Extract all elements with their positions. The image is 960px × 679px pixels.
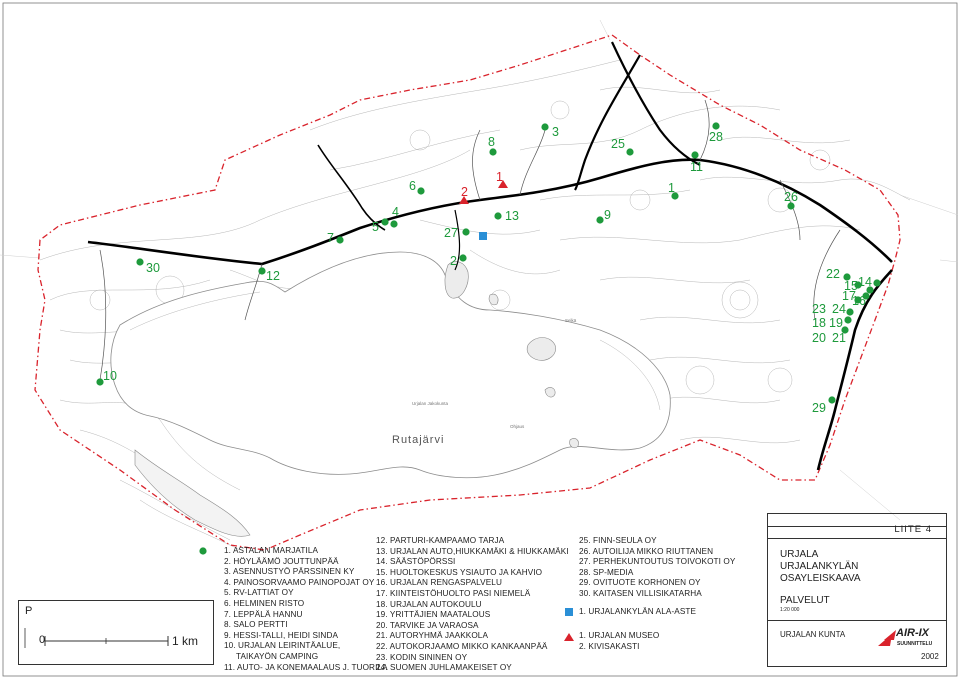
marker-label: 26 — [784, 190, 798, 204]
marker-label: 30 — [146, 261, 160, 275]
legend-item: TAIKAYÖN CAMPING — [236, 651, 319, 661]
service-marker — [489, 148, 496, 155]
map-scale: 1:20 000 — [780, 607, 800, 613]
legend-column-2 — [376, 536, 569, 674]
service-marker — [844, 316, 851, 323]
legend-item: 20. TARVIKE JA VARAOSA — [376, 620, 479, 630]
legend-item: 16. URJALAN RENGASPALVELU — [376, 578, 502, 588]
scale-box — [18, 600, 214, 665]
marker-label: 16 — [852, 294, 866, 308]
legend-item: 26. AUTOILIJA MIKKO RIUTTANEN — [579, 546, 714, 556]
legend-item: 13. URJALAN AUTO,HIUKKAMÄKI & HIUKKAMÄKI — [376, 546, 569, 556]
service-marker — [381, 218, 388, 225]
north-road — [612, 42, 700, 165]
service-marker — [459, 254, 466, 261]
legend-sights — [579, 631, 659, 652]
scale-zero: 0 — [39, 634, 46, 646]
marker-label: 17 — [842, 289, 856, 303]
legend-item: 19. YRITTÄJIEN MAATALOUS — [376, 610, 491, 620]
marker-label: 24 — [832, 302, 846, 316]
marker-label: 18 — [812, 316, 826, 330]
marker-label: 20 — [812, 331, 826, 345]
marker-label: 2 — [450, 254, 457, 268]
company-name: AIR-IX — [896, 627, 929, 639]
lake-small-label: Urjalan Jakokunta — [412, 401, 449, 406]
legend-item: 25. FINN-SEULA OY — [579, 536, 657, 545]
sight-label: 2 — [461, 185, 468, 199]
legend-item: 17. KIINTEISTÖHUOLTO PASI NIEMELÄ — [376, 588, 531, 598]
legend-item: 12. PARTURI-KAMPAAMO TARJA — [376, 536, 505, 545]
legend-item: 15. HUOLTOKESKUS YSIAUTO JA KAHVIO — [376, 567, 543, 577]
marker-label: 14 — [858, 275, 872, 289]
legend-item: 4. PAINOSORVAAMO PAINOPOJAT OY — [224, 577, 375, 587]
legend-column-1 — [224, 546, 388, 673]
legend-item: 24. SUOMEN JUHLAMAKEISET OY — [376, 663, 512, 673]
sight-label: 1 — [496, 170, 503, 184]
service-marker — [691, 151, 698, 158]
legend-item: 28. SP-MEDIA — [579, 567, 634, 577]
service-marker — [336, 236, 343, 243]
legend-item: 2. KIVISAKASTI — [579, 641, 640, 651]
legend-service-symbol — [199, 547, 206, 554]
legend-item: 8. SALO PERTTI — [224, 620, 288, 630]
legend-item: 21. AUTORYHMÄ JAAKKOLA — [376, 631, 489, 641]
lake-name: Rutajärvi — [392, 434, 445, 446]
legend-item: 10. URJALAN LEIRINTÄALUE, — [224, 641, 341, 651]
marker-label: 22 — [826, 267, 840, 281]
service-marker — [626, 148, 633, 155]
lake-rutajarvi — [111, 252, 670, 478]
service-marker — [596, 216, 603, 223]
marker-label: 27 — [444, 226, 458, 240]
marker-label: 10 — [103, 369, 117, 383]
marker-label: 29 — [812, 401, 826, 415]
village-road — [318, 145, 385, 230]
legend-item: 22. AUTOKORJAAMO MIKKO KANKAANPÄÄ — [376, 641, 548, 651]
marker-label: 6 — [409, 179, 416, 193]
map-theme: PALVELUT — [780, 595, 830, 606]
service-marker — [494, 212, 501, 219]
peninsula — [135, 450, 250, 536]
school-marker — [479, 232, 487, 240]
legend-item: 1. URJALAN MUSEO — [579, 631, 660, 640]
marker-label: 5 — [372, 220, 379, 234]
client-name: URJALAN KUNTA — [780, 630, 846, 639]
scale-distance: 1 km — [172, 634, 199, 648]
company-subtitle: SUUNNITTELU — [897, 641, 933, 647]
legend-item: 23. KODIN SININEN OY — [376, 652, 468, 662]
marker-label: 25 — [611, 137, 625, 151]
service-marker — [258, 267, 265, 274]
plan-name-2: OSAYLEISKAAVA — [780, 573, 861, 584]
legend-item: 11. AUTO- JA KONEMAALAUS J. TUORILA — [224, 662, 388, 672]
marker-label: 13 — [505, 209, 519, 223]
legend-item: 18. URJALAN AUTOKOULU — [376, 599, 482, 609]
service-marker — [390, 220, 397, 227]
legend-column-3 — [579, 536, 735, 600]
marker-label: 15 — [844, 279, 858, 293]
plan-name-1: URJALANKYLÄN — [780, 561, 859, 572]
marker-label: 8 — [488, 135, 495, 149]
service-marker — [712, 122, 719, 129]
marker-label: 23 — [812, 302, 826, 316]
service-marker — [846, 308, 853, 315]
service-marker — [136, 258, 143, 265]
year: 2002 — [921, 652, 939, 661]
marker-label: 4 — [392, 205, 399, 219]
sight-labels — [461, 170, 503, 199]
legend-item: 1. ASTALAN MARJATILA — [224, 546, 319, 555]
municipality: URJALA — [780, 549, 819, 560]
main-road — [88, 160, 892, 264]
legend-item: 27. PERHEKUNTOUTUS TOIVOKOTI OY — [579, 557, 736, 567]
legend-school — [579, 607, 696, 618]
legend-item: 2. HÖYLÄÄMÖ JOUTTUNPÄÄ — [224, 556, 339, 566]
north-label: P — [25, 605, 33, 617]
marker-label: 1 — [668, 181, 675, 195]
legend-item: 9. HESSI-TALLI, HEIDI SINDA — [224, 630, 339, 640]
legend-item: 3. ASENNUSTYÖ PÄRSSINEN KY — [224, 567, 355, 577]
lake-small-label: Ohjaus — [510, 424, 525, 429]
legend-item: 6. HELMINEN RISTO — [224, 598, 305, 608]
legend-item: 14. SÄÄSTÖPÖRSSI — [376, 557, 456, 567]
marker-label: 7 — [327, 231, 334, 245]
title-block — [767, 513, 947, 667]
legend-item: 5. RV-LATTIAT OY — [224, 588, 294, 598]
legend-item: 29. OVITUOTE KORHONEN OY — [579, 578, 701, 588]
service-marker — [417, 187, 424, 194]
service-marker — [462, 228, 469, 235]
service-marker — [541, 123, 548, 130]
marker-label: 28 — [709, 130, 723, 144]
marker-label: 3 — [552, 125, 559, 139]
marker-label: 21 — [832, 331, 846, 345]
marker-label: 11 — [690, 160, 703, 174]
service-marker — [828, 396, 835, 403]
marker-label: 9 — [604, 208, 611, 222]
service-marker — [873, 279, 880, 286]
legend-item: 7. LEPPÄLÄ HANNU — [224, 609, 303, 619]
marker-label: 12 — [266, 269, 280, 283]
lake-small-label: Selkä — [565, 318, 577, 323]
marker-label: 19 — [829, 316, 843, 330]
appendix-label: LIITE 4 — [894, 524, 932, 535]
legend-item: 30. KAITASEN VILLISIKATARHA — [579, 588, 702, 598]
legend-item: 1. URJALANKYLÄN ALA-ASTE — [579, 607, 697, 616]
